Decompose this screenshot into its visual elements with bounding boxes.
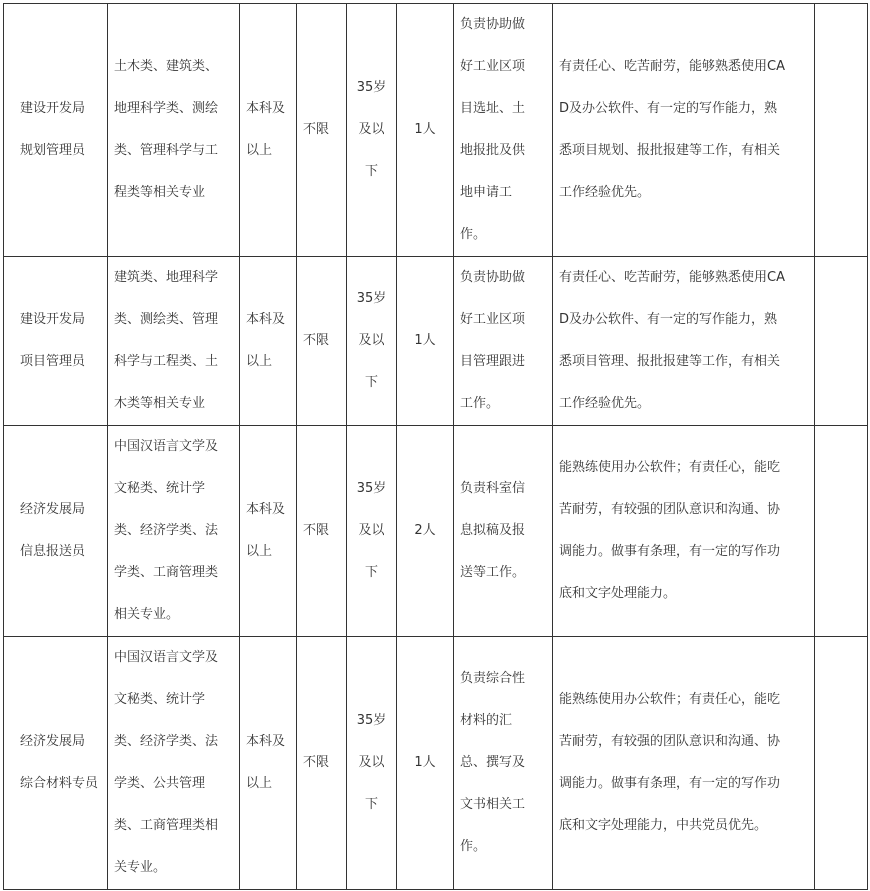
education-cell: 本科及 以上 [240, 257, 297, 426]
major-cell: 建筑类、地理科学 类、测绘类、管理 科学与工程类、土 木类等相关专业 [108, 257, 240, 426]
age-cell: 35岁 及以 下 [347, 4, 397, 257]
recruitment-table [3, 3, 868, 890]
count-cell: 1人 [397, 637, 454, 890]
education-cell: 本科及 以上 [240, 4, 297, 257]
education-cell: 本科及 以上 [240, 426, 297, 637]
empty-cell [815, 4, 868, 257]
count-cell: 2人 [397, 426, 454, 637]
age-cell: 35岁 及以 下 [347, 637, 397, 890]
position-cell: 建设开发局 项目管理员 [4, 257, 108, 426]
position-cell: 建设开发局 规划管理员 [4, 4, 108, 257]
table-row [4, 4, 868, 257]
gender-cell: 不限 [297, 4, 347, 257]
major-cell: 中国汉语言文学及 文秘类、统计学 类、经济学类、法 学类、公共管理 类、工商管理类相 关专业。 [108, 637, 240, 890]
position-cell: 经济发展局 信息报送员 [4, 426, 108, 637]
duties-cell: 负责综合性 材料的汇 总、撰写及 文书相关工 作。 [454, 637, 553, 890]
age-cell: 35岁 及以 下 [347, 257, 397, 426]
table-row [4, 637, 868, 890]
table-row [4, 426, 868, 637]
requirements-cell: 有责任心、吃苦耐劳，能够熟悉使用CA D及办公软件、有一定的写作能力，熟 悉项目规划、报批报建等工作，有相关 工作经验优先。 [553, 4, 815, 257]
count-cell: 1人 [397, 4, 454, 257]
major-cell: 中国汉语言文学及 文秘类、统计学 类、经济学类、法 学类、工商管理类 相关专业。 [108, 426, 240, 637]
position-cell: 经济发展局 综合材料专员 [4, 637, 108, 890]
gender-cell: 不限 [297, 257, 347, 426]
education-cell: 本科及 以上 [240, 637, 297, 890]
gender-cell: 不限 [297, 426, 347, 637]
major-cell: 土木类、建筑类、 地理科学类、测绘 类、管理科学与工 程类等相关专业 [108, 4, 240, 257]
requirements-cell: 有责任心、吃苦耐劳，能够熟悉使用CA D及办公软件、有一定的写作能力，熟 悉项目管理、报批报建等工作，有相关 工作经验优先。 [553, 257, 815, 426]
duties-cell: 负责协助做 好工业区项 目选址、土 地报批及供 地申请工 作。 [454, 4, 553, 257]
age-cell: 35岁 及以 下 [347, 426, 397, 637]
gender-cell: 不限 [297, 637, 347, 890]
table-row [4, 257, 868, 426]
empty-cell [815, 257, 868, 426]
requirements-cell: 能熟练使用办公软件；有责任心，能吃 苦耐劳，有较强的团队意识和沟通、协 调能力。做事有条理，有一定的写作功 底和文字处理能力，中共党员优先。 [553, 637, 815, 890]
count-cell: 1人 [397, 257, 454, 426]
requirements-cell: 能熟练使用办公软件；有责任心，能吃 苦耐劳，有较强的团队意识和沟通、协 调能力。做事有条理，有一定的写作功 底和文字处理能力。 [553, 426, 815, 637]
empty-cell [815, 426, 868, 637]
duties-cell: 负责协助做 好工业区项 目管理跟进 工作。 [454, 257, 553, 426]
duties-cell: 负责科室信 息拟稿及报 送等工作。 [454, 426, 553, 637]
empty-cell [815, 637, 868, 890]
